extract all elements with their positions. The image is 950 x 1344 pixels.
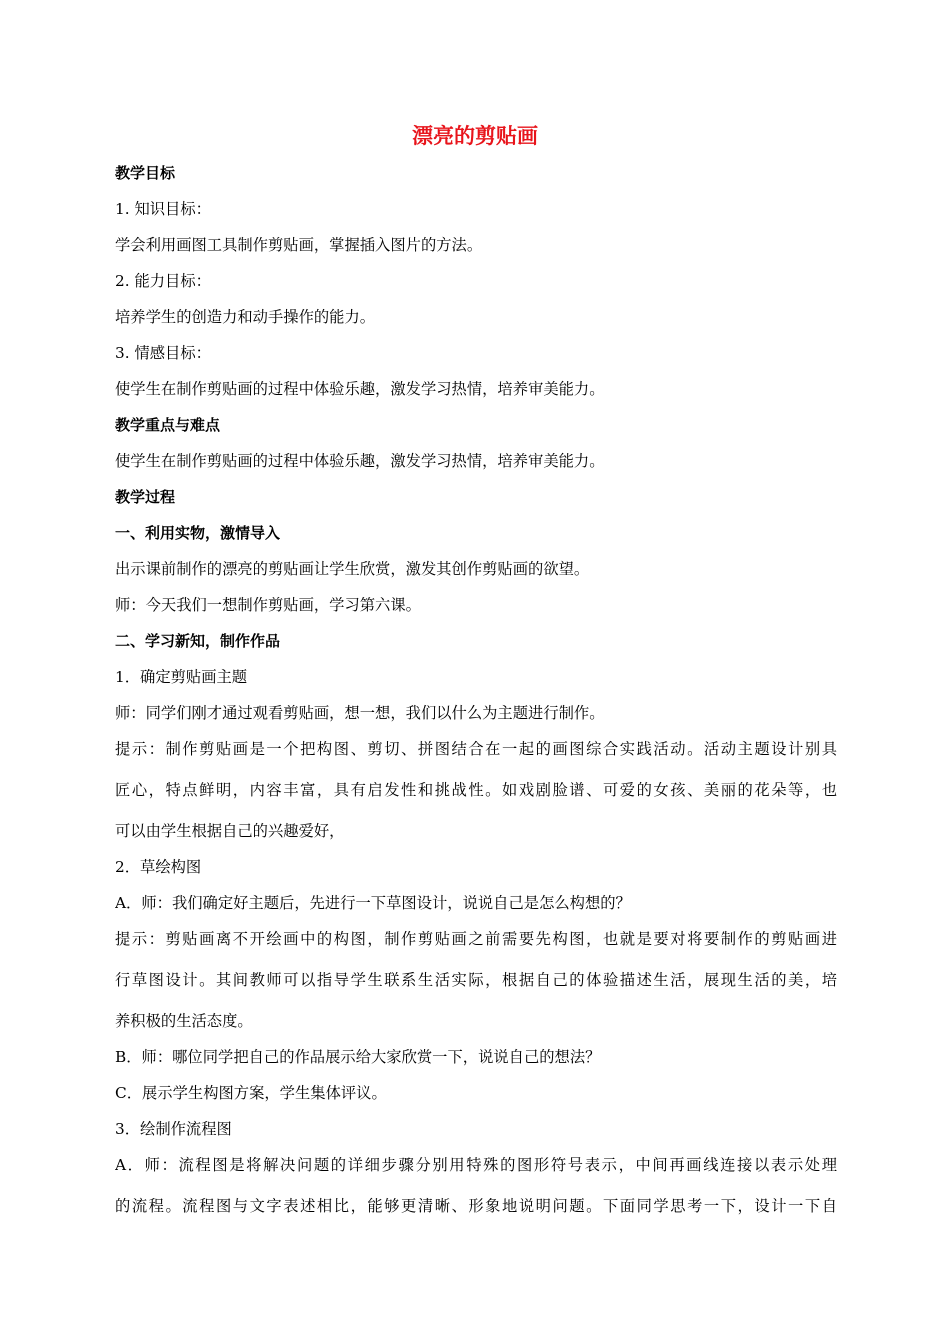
paragraph-line: 行草图设计。其间教师可以指导学生联系生活实际，根据自己的体验描述生活，展现生活的美，培 xyxy=(115,971,837,989)
paragraph-line: B．师：哪位同学把自己的作品展示给大家欣赏一下，说说自己的想法？ xyxy=(115,1048,601,1066)
paragraph-line: 可以由学生根据自己的兴趣爱好， xyxy=(115,822,345,840)
section-heading-process: 教学过程 xyxy=(115,488,176,506)
paragraph-line: C．展示学生构图方案，学生集体评议。 xyxy=(115,1084,387,1102)
paragraph-line: 出示课前制作的漂亮的剪贴画让学生欣赏，激发其创作剪贴画的欲望。 xyxy=(115,560,590,578)
paragraph-line: 提示：制作剪贴画是一个把构图、剪切、拼图结合在一起的画图综合实践活动。活动主题设计别具 xyxy=(115,740,837,758)
section-heading-key-points: 教学重点与难点 xyxy=(115,416,221,434)
section-heading-new-knowledge: 二、学习新知，制作作品 xyxy=(115,632,281,650)
paragraph-line: A．师：流程图是将解决问题的详细步骤分别用特殊的图形符号表示，中间再画线连接以表示处理 xyxy=(115,1156,837,1174)
subheading-sketch: 2．草绘构图 xyxy=(115,858,202,876)
subheading-emotion-goal: 3. 情感目标： xyxy=(115,344,211,362)
subheading-knowledge-goal: 1. 知识目标： xyxy=(115,200,211,218)
subheading-flowchart: 3．绘制作流程图 xyxy=(115,1120,232,1138)
paragraph-line: 使学生在制作剪贴画的过程中体验乐趣，激发学习热情，培养审美能力。 xyxy=(115,452,605,470)
paragraph-line: A．师：我们确定好主题后，先进行一下草图设计，说说自己是怎么构想的？ xyxy=(115,894,631,912)
paragraph-line: 师：同学们刚才通过观看剪贴画，想一想，我们以什么为主题进行制作。 xyxy=(115,704,605,722)
paragraph-line: 提示：剪贴画离不开绘画中的构图，制作剪贴画之前需要先构图，也就是要对将要制作的剪贴画进 xyxy=(115,930,837,948)
paragraph-line: 培养学生的创造力和动手操作的能力。 xyxy=(115,308,376,326)
section-heading-goals: 教学目标 xyxy=(115,164,176,182)
paragraph-line: 养积极的生活态度。 xyxy=(115,1012,253,1030)
paragraph-line: 使学生在制作剪贴画的过程中体验乐趣，激发学习热情，培养审美能力。 xyxy=(115,380,605,398)
section-heading-intro: 一、利用实物，激情导入 xyxy=(115,524,281,542)
paragraph-line: 匠心，特点鲜明，内容丰富，具有启发性和挑战性。如戏剧脸谱、可爱的女孩、美丽的花朵等，也 xyxy=(115,781,837,799)
document-title: 漂亮的剪贴画 xyxy=(412,124,538,148)
paragraph-line: 学会利用画图工具制作剪贴画，掌握插入图片的方法。 xyxy=(115,236,483,254)
subheading-theme: 1．确定剪贴画主题 xyxy=(115,668,248,686)
paragraph-line: 师：今天我们一想制作剪贴画，学习第六课。 xyxy=(115,596,421,614)
subheading-ability-goal: 2. 能力目标： xyxy=(115,272,211,290)
paragraph-line: 的流程。流程图与文字表述相比，能够更清晰、形象地说明问题。下面同学思考一下，设计一下自 xyxy=(115,1197,837,1215)
